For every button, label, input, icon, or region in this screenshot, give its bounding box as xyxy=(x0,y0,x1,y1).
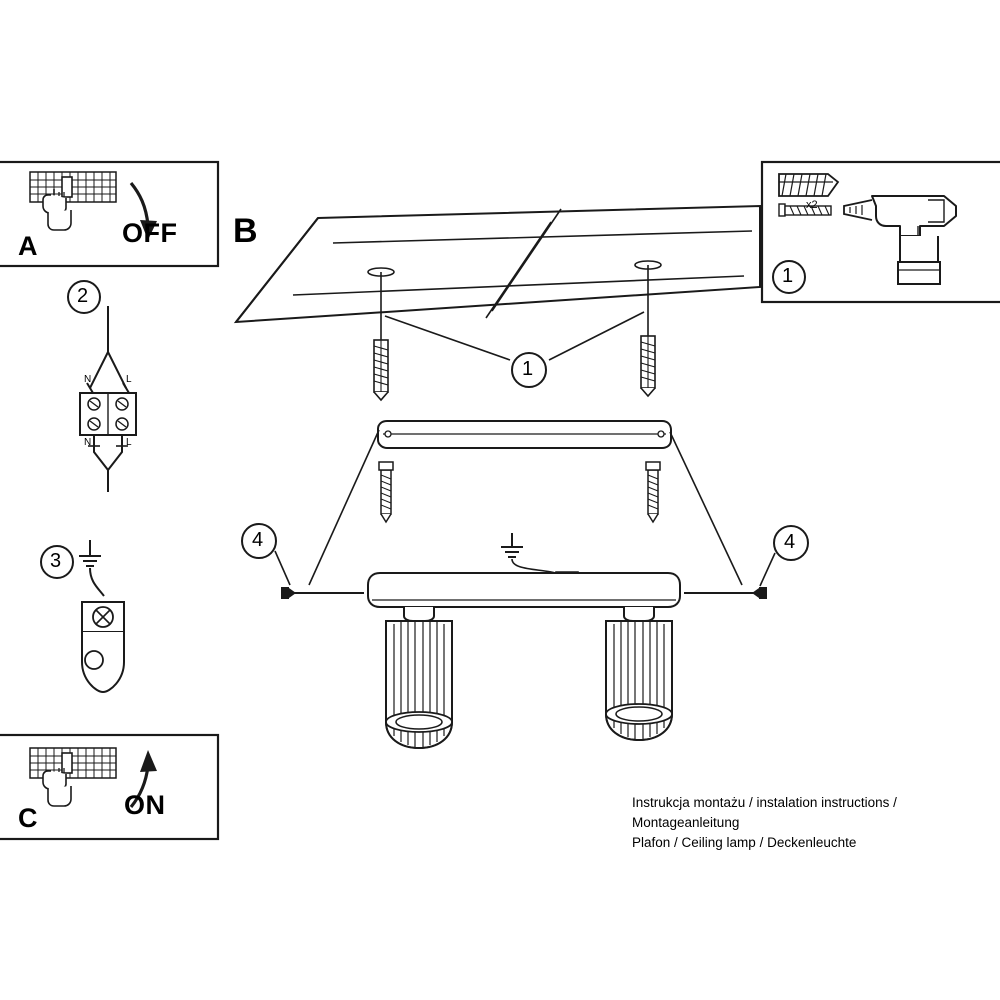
leader-lines-step1 xyxy=(385,312,644,360)
step-4-right-badge-label: 4 xyxy=(784,531,796,553)
step-3-earth-diagram xyxy=(79,540,124,692)
spotlight-right xyxy=(606,607,672,740)
spotlight-left xyxy=(386,607,452,748)
terminal-label-top-l: L xyxy=(126,374,132,385)
drill-icon xyxy=(844,196,956,284)
mounting-bracket xyxy=(378,421,671,448)
grub-screw-right xyxy=(684,587,767,599)
bracket-screw-right xyxy=(646,462,660,522)
panel-a-fusebox-icon xyxy=(30,172,116,230)
parts-quantity-label: x2 xyxy=(806,199,818,211)
wall-plug-icon xyxy=(779,174,838,196)
terminal-label-bottom-n: N xyxy=(84,437,92,448)
footer-line-2: Plafon / Ceiling lamp / Deckenleuchte xyxy=(632,835,857,850)
footer-line-1: Instrukcja montażu / instalation instructions / Montageanleitung xyxy=(632,795,897,830)
wall-plug-left xyxy=(374,340,388,400)
step-1-badge-label: 1 xyxy=(522,358,534,380)
step-3-badge-label: 3 xyxy=(50,550,62,572)
terminal-label-top-n: N xyxy=(84,374,92,385)
step-4-left-badge-label: 4 xyxy=(252,529,264,551)
leader-4-left xyxy=(275,551,290,585)
panel-a-letter: A xyxy=(18,231,38,261)
panel-c-fusebox-icon xyxy=(30,748,116,806)
lamp-base-bar xyxy=(368,573,680,607)
leader-4-right xyxy=(760,553,775,586)
terminal-label-bottom-l: L xyxy=(126,437,132,448)
ceiling-slab xyxy=(236,206,760,322)
grub-screw-left xyxy=(281,587,364,599)
parts-badge-label: 1 xyxy=(782,265,794,287)
step-2-terminal-diagram xyxy=(80,306,136,492)
assembly-guide-lines xyxy=(309,430,742,585)
panel-b-letter: B xyxy=(233,212,258,250)
footer-text xyxy=(632,793,1000,853)
step-2-badge-label: 2 xyxy=(77,285,89,307)
panel-a-action-label: OFF xyxy=(122,218,178,248)
bracket-screw-left xyxy=(379,462,393,522)
screw-icon xyxy=(779,204,831,216)
wall-plug-right xyxy=(641,336,655,396)
panel-c-action-label: ON xyxy=(124,790,166,820)
panel-c-letter: C xyxy=(18,803,38,833)
